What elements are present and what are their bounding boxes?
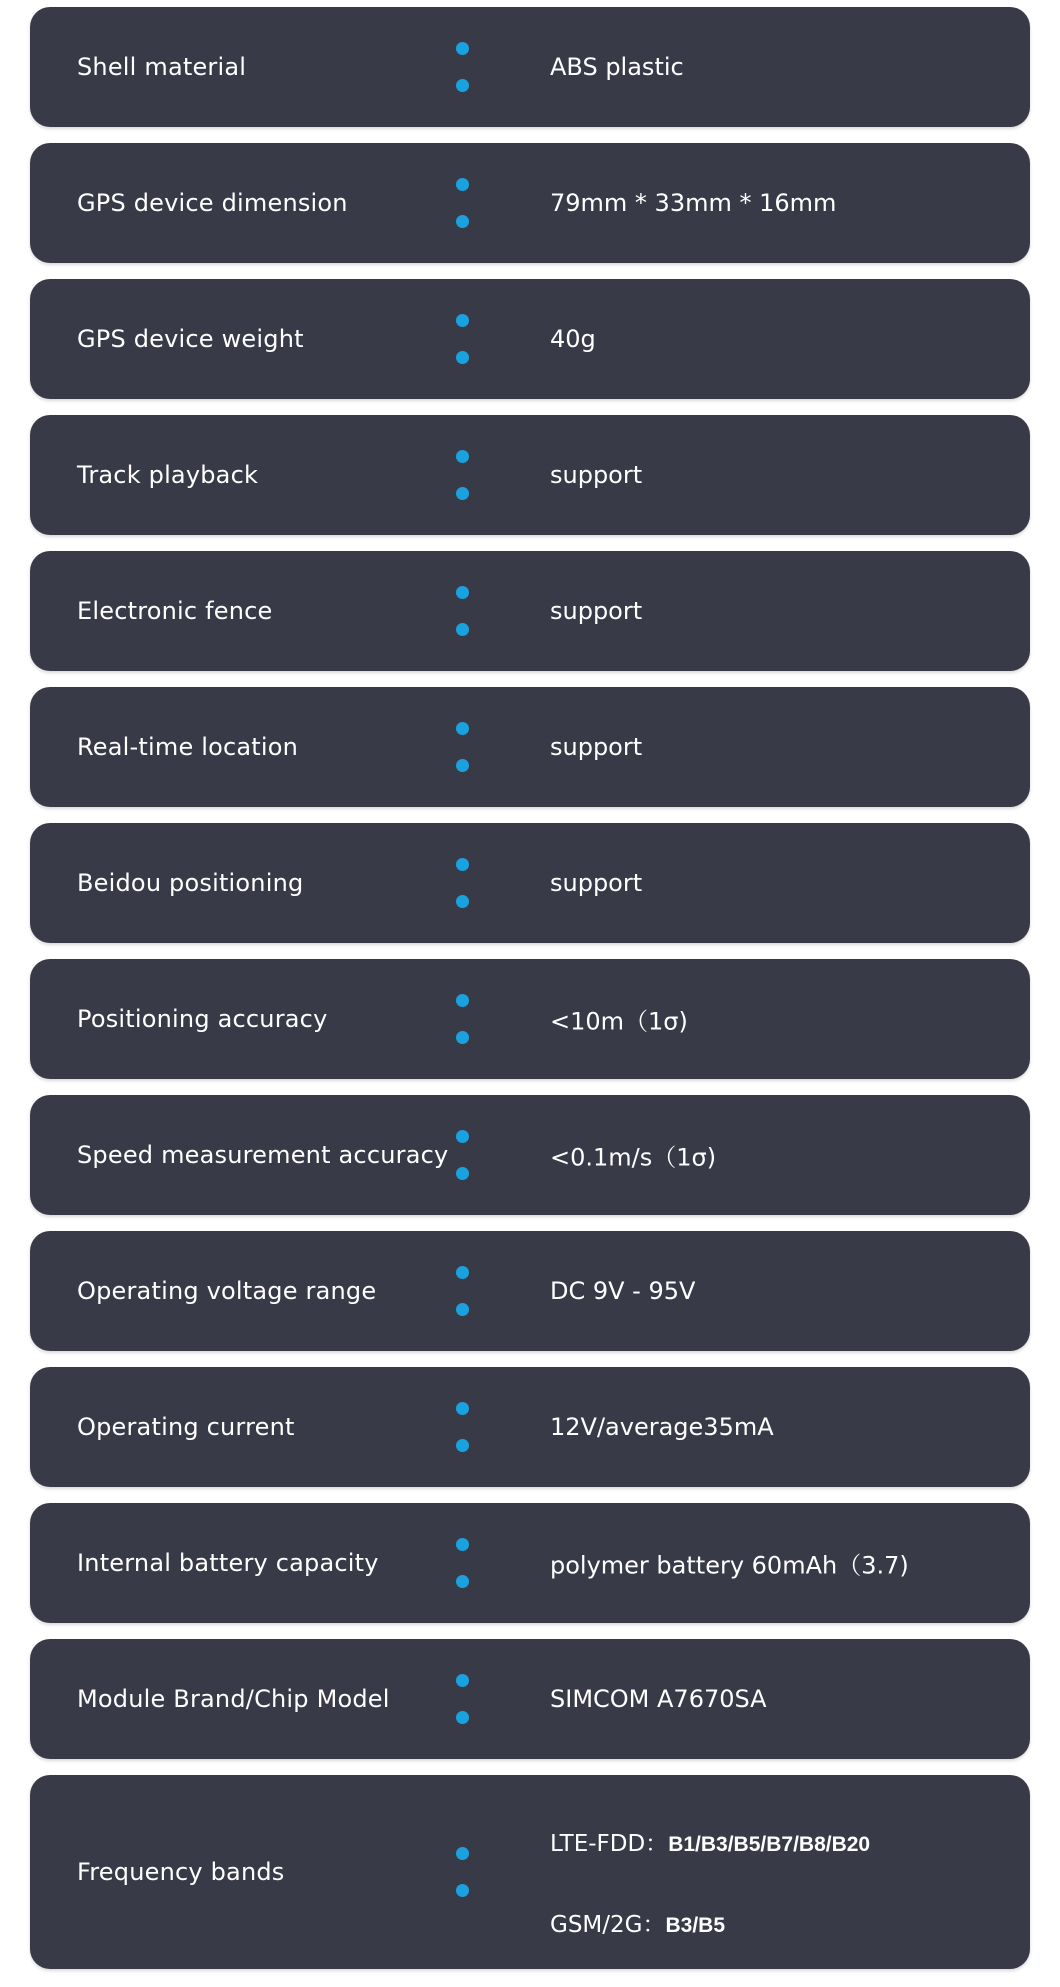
dot-icon	[456, 1439, 469, 1452]
dot-icon	[456, 1847, 469, 1860]
spec-label: Speed measurement accuracy	[77, 1141, 449, 1169]
spec-row-beidou-positioning	[30, 823, 1030, 943]
dot-icon	[456, 450, 469, 463]
colon-separator	[456, 1130, 470, 1180]
spec-row-real-time-location	[30, 687, 1030, 807]
spec-list	[30, 7, 1030, 1969]
spec-value: support	[550, 461, 643, 489]
spec-value: 12V/average35mA	[550, 1413, 774, 1441]
spec-value: support	[550, 733, 643, 761]
spec-row-frequency-bands	[30, 1775, 1030, 1969]
dot-icon	[456, 1402, 469, 1415]
spec-label: GPS device dimension	[77, 189, 348, 217]
spec-label: Module Brand/Chip Model	[77, 1685, 390, 1713]
colon-separator	[456, 42, 470, 92]
spec-value: polymer battery 60mAh（3.7)	[550, 1551, 909, 1580]
spec-row-voltage-range	[30, 1231, 1030, 1351]
dot-icon	[456, 623, 469, 636]
colon-separator	[456, 1538, 470, 1588]
dot-icon	[456, 1575, 469, 1588]
spec-value: ABS plastic	[550, 53, 684, 81]
dot-icon	[456, 586, 469, 599]
dot-icon	[456, 42, 469, 55]
spec-label: Frequency bands	[77, 1858, 285, 1886]
gsm-bands-line	[550, 1906, 725, 1939]
spec-row-speed-accuracy	[30, 1095, 1030, 1215]
dot-icon	[456, 178, 469, 191]
colon-separator	[456, 450, 470, 500]
dot-icon	[456, 1031, 469, 1044]
colon-separator	[456, 1847, 470, 1897]
spec-label: Electronic fence	[77, 597, 273, 625]
lte-prefix: LTE-FDD：	[550, 1831, 669, 1857]
spec-value: 40g	[550, 325, 596, 353]
spec-row-operating-current	[30, 1367, 1030, 1487]
dot-icon	[456, 1130, 469, 1143]
dot-icon	[456, 1167, 469, 1180]
spec-row-battery-capacity	[30, 1503, 1030, 1623]
dot-icon	[456, 1538, 469, 1551]
spec-value: support	[550, 597, 643, 625]
dot-icon	[456, 994, 469, 1007]
spec-value: SIMCOM A7670SA	[550, 1685, 767, 1713]
dot-icon	[456, 314, 469, 327]
dot-icon	[456, 895, 469, 908]
spec-label: Beidou positioning	[77, 869, 304, 897]
spec-row-module-chip	[30, 1639, 1030, 1759]
spec-row-electronic-fence	[30, 551, 1030, 671]
dot-icon	[456, 1266, 469, 1279]
spec-label: Operating voltage range	[77, 1277, 377, 1305]
dot-icon	[456, 1674, 469, 1687]
spec-row-track-playback	[30, 415, 1030, 535]
dot-icon	[456, 1303, 469, 1316]
spec-label: Positioning accuracy	[77, 1005, 328, 1033]
dot-icon	[456, 759, 469, 772]
spec-row-device-weight	[30, 279, 1030, 399]
colon-separator	[456, 1674, 470, 1724]
dot-icon	[456, 215, 469, 228]
gsm-bands: B3/B5	[665, 1914, 726, 1937]
colon-separator	[456, 1266, 470, 1316]
spec-label: GPS device weight	[77, 325, 304, 353]
dot-icon	[456, 1884, 469, 1897]
spec-value: 79mm * 33mm * 16mm	[550, 189, 837, 217]
spec-value: support	[550, 869, 643, 897]
spec-row-device-dimension	[30, 143, 1030, 263]
spec-label: Internal battery capacity	[77, 1549, 379, 1577]
lte-bands: B1/B3/B5/B7/B8/B20	[668, 1833, 871, 1856]
spec-label: Shell material	[77, 53, 247, 81]
lte-bands-line	[550, 1825, 870, 1858]
spec-value: <10m（1σ)	[550, 1007, 688, 1036]
spec-row-positioning-accuracy	[30, 959, 1030, 1079]
spec-value: DC 9V - 95V	[550, 1277, 696, 1305]
colon-separator	[456, 1402, 470, 1452]
spec-value: <0.1m/s（1σ)	[550, 1143, 717, 1172]
dot-icon	[456, 1711, 469, 1724]
colon-separator	[456, 586, 470, 636]
colon-separator	[456, 178, 470, 228]
colon-separator	[456, 994, 470, 1044]
gsm-prefix: GSM/2G：	[550, 1912, 666, 1938]
dot-icon	[456, 722, 469, 735]
colon-separator	[456, 314, 470, 364]
dot-icon	[456, 487, 469, 500]
spec-row-shell-material	[30, 7, 1030, 127]
spec-label: Real-time location	[77, 733, 299, 761]
colon-separator	[456, 858, 470, 908]
spec-label: Operating current	[77, 1413, 295, 1441]
spec-label: Track playback	[77, 461, 259, 489]
dot-icon	[456, 351, 469, 364]
dot-icon	[456, 79, 469, 92]
dot-icon	[456, 858, 469, 871]
colon-separator	[456, 722, 470, 772]
